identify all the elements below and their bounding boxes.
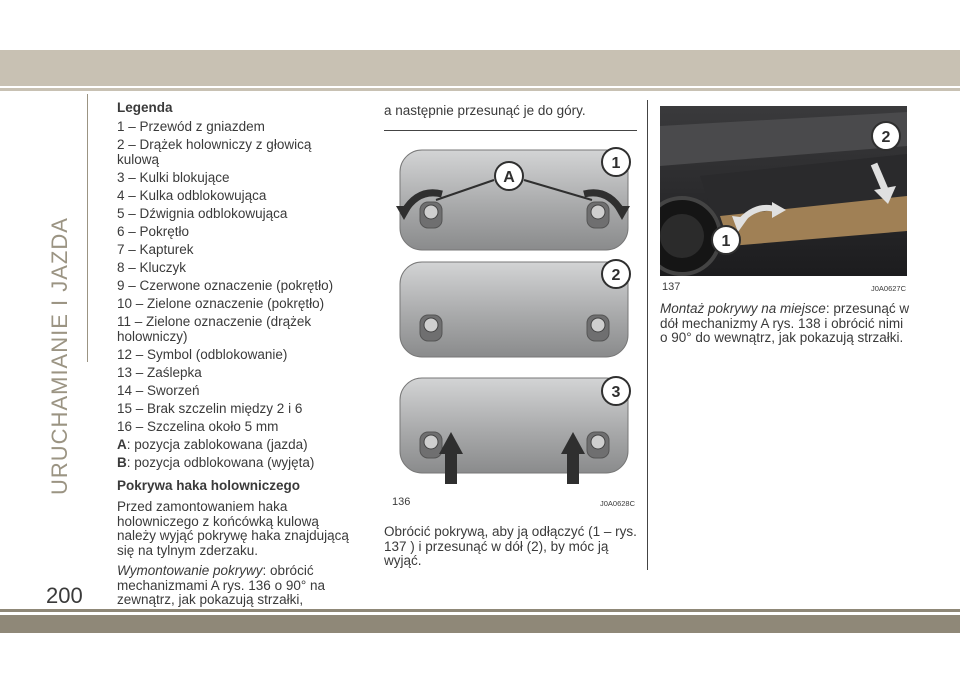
legend-key-a: A <box>117 437 127 452</box>
legend-item: 8 – Kluczyk <box>117 260 187 275</box>
section-title-rule <box>87 94 88 362</box>
legend-item: 5 – Dźwignia odblokowująca <box>117 206 288 221</box>
legend-item-a <box>117 437 357 452</box>
cover-panel-1 <box>396 148 630 250</box>
legend-text-a: : pozycja zablokowana (jazda) <box>126 437 308 452</box>
figure-rule <box>384 130 637 131</box>
removal-label: Wymontowanie pokrywy <box>117 563 263 578</box>
legend-item: 4 – Kulka odblokowująca <box>117 188 267 203</box>
legend-item: 16 – Szczelina około 5 mm <box>117 419 279 434</box>
legend-item: 10 – Zielone oznaczenie (pokrętło) <box>117 296 325 311</box>
legend-item: 3 – Kulki blokujące <box>117 170 230 185</box>
page-number: 200 <box>46 583 83 608</box>
legend-item: 15 – Brak szczelin między 2 i 6 <box>117 401 303 416</box>
mount-label: Montaż pokrywy na miejsce <box>660 301 826 316</box>
section-title: URUCHAMIANIE I JAZDA <box>47 217 72 495</box>
legend-item: 1 – Przewód z gniazdem <box>117 119 265 134</box>
figure-136-code: J0A0628C <box>599 499 635 508</box>
figure-136-column <box>384 100 637 568</box>
removal-paragraph <box>117 564 357 608</box>
legend-item: 14 – Sworzeń <box>117 383 200 398</box>
legend-column <box>117 100 357 614</box>
header-band <box>0 50 960 86</box>
bumper-photo-illustration <box>660 106 907 276</box>
footer-rule <box>0 609 960 612</box>
detach-paragraph: Obrócić pokrywą, aby ją odłączyć (1 – rys. 137 ) i przesunąć w dół (2), by móc ją wyjąć. <box>384 524 637 568</box>
removal-text: : obrócić mechanizmami A rys. 136 o 90° na zewnątrz, jak pokazują strzałki, <box>117 563 326 607</box>
figure-137-code: J0A0627C <box>870 284 906 293</box>
cover-panel-3 <box>400 377 630 484</box>
legend-item: 13 – Zaślepka <box>117 365 202 380</box>
legend-item: 7 – Kapturek <box>117 242 194 257</box>
legend-key-b: B <box>117 455 127 470</box>
figure-137-number: 137 <box>662 281 681 293</box>
legend-item: 11 – Zielone oznaczenie (drążek holowniczy) <box>117 314 312 344</box>
legend-item: 12 – Symbol (odblokowanie) <box>117 347 288 362</box>
hitch-cover-illustration <box>384 140 637 485</box>
legend-text-b: : pozycja odblokowana (wyjęta) <box>126 455 315 470</box>
cover-heading: Pokrywa haka holowniczego <box>117 478 301 493</box>
header-rule <box>0 88 960 91</box>
legend-item: 6 – Pokrętło <box>117 224 190 239</box>
callout-2: 2 <box>611 267 621 284</box>
footer-band <box>0 615 960 633</box>
figure-136-number: 136 <box>392 496 411 508</box>
figure-137 <box>660 106 907 276</box>
legend-item: 9 – Czerwone oznaczenie (pokrętło) <box>117 278 334 293</box>
legend-title: Legenda <box>117 100 173 115</box>
callout-1: 1 <box>721 233 731 250</box>
cover-intro-paragraph: Przed zamontowaniem haka holowniczego z końcówką kulową należy wyjąć pokrywę haka znajdującą się na tylnym zderzaku. <box>117 499 349 558</box>
removal-continuation: a następnie przesunąć je do góry. <box>384 103 586 118</box>
mount-paragraph <box>660 302 910 346</box>
callout-2: 2 <box>881 129 891 146</box>
callout-1: 1 <box>611 155 621 172</box>
callout-3: 3 <box>611 384 621 401</box>
mount-text: : przesunąć w dół mechanizmy A rys. 138 i obrócić nimi o 90° do wewnątrz, jak pokazują strzałki. <box>660 301 910 345</box>
legend-item-b <box>117 455 357 470</box>
callout-a: A <box>503 169 515 186</box>
figure-136 <box>384 140 637 580</box>
column-divider <box>647 100 648 570</box>
legend-item: 2 – Drążek holowniczy z głowicą kulową <box>117 137 312 167</box>
cover-panel-2 <box>400 260 630 357</box>
